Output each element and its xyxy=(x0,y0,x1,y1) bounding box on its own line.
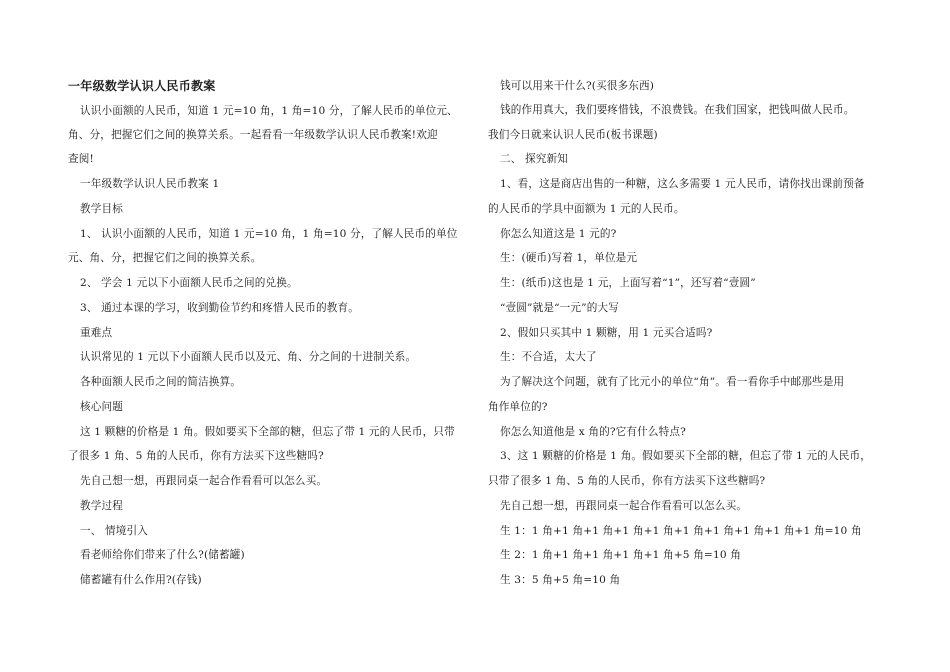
text-line: 钱可以用来干什么?(买很多东西) xyxy=(500,80,655,92)
text-line: 生：不合适，太大了 xyxy=(500,351,597,363)
text-line: 的人民币的学具中面额为 1 元的人民币。 xyxy=(488,203,685,215)
section-heading: 核心问题 xyxy=(80,401,123,413)
text-line: 1、看，这是商店出售的一种糖，这么多需要 1 元人民币，请你找出课前预备 xyxy=(500,178,865,190)
text-line: 3、这 1 颗糖的价格是 1 角。假如要买下全部的糖，但忘了带 1 元的人民币， xyxy=(500,450,871,462)
list-item: 2、 学会 1 元以下小面额人民币之间的兑换。 xyxy=(80,277,298,289)
text-line: 为了解决这个问题，就有了比元小的单位“角”。看一看你手中邮那些是用 xyxy=(500,376,845,388)
text-line: 各种面额人民币之间的简洁换算。 xyxy=(80,376,242,388)
text-line: 这 1 颗糖的价格是 1 角。假如要买下全部的糖，但忘了带 1 元的人民币，只带 xyxy=(80,426,455,438)
section-heading: 重难点 xyxy=(80,327,113,339)
text-line: 查阅! xyxy=(68,153,94,165)
text-line: 认识常见的 1 元以下小面额人民币以及元、角、分之间的十进制关系。 xyxy=(80,351,417,363)
text-line: 生 1：1 角+1 角+1 角+1 角+1 角+1 角+1 角+1 角+1 角+1 角=10 角 xyxy=(500,525,862,537)
text-line: 你怎么知道他是 x 角的?它有什么特点? xyxy=(500,426,686,438)
text-line: 我们今日就来认识人民币(板书课题) xyxy=(488,129,658,141)
text-line: 2、假如只买其中 1 颗糖，用 1 元买合适吗? xyxy=(500,327,713,339)
section-heading: 教学目标 xyxy=(80,203,123,215)
text-line: 生：(硬币)写着 1，单位是元 xyxy=(500,252,638,264)
list-item-continuation: 元、角、分，把握它们之间的换算关系。 xyxy=(68,252,262,264)
text-line: 钱的作用真大，我们要疼惜钱，不浪费钱。在我们国家，把钱叫做人民币。 xyxy=(500,104,855,116)
section-heading: 一、 情境引入 xyxy=(80,525,148,537)
text-line: 只带了很多 1 角、5 角的人民币，你有方法买下这些糖吗? xyxy=(488,475,766,487)
section-heading: 教学过程 xyxy=(80,500,123,512)
text-line: 先自己想一想，再跟同桌一起合作看看可以怎么买。 xyxy=(80,475,328,487)
text-line: 了很多 1 角、5 角的人民币，你有方法买下这些糖吗? xyxy=(68,450,324,462)
text-line: 角作单位的? xyxy=(488,401,548,413)
section-heading: 二、 探究新知 xyxy=(500,153,568,165)
list-item: 1、 认识小面额的人民币，知道 1 元=10 角，1 角=10 分，了解人民币的单位 xyxy=(80,228,458,240)
list-item: 3、 通过本课的学习，收到勤俭节约和疼惜人民币的教育。 xyxy=(80,302,359,314)
document-title: 一年级数学认识人民币教案 xyxy=(68,79,216,93)
text-line: 看老师给你们带来了什么?(储蓄罐) xyxy=(80,549,245,561)
text-line: 生 3：5 角+5 角=10 角 xyxy=(500,574,621,586)
text-line: 生 2：1 角+1 角+1 角+1 角+1 角+5 角=10 角 xyxy=(500,549,742,561)
text-line: 角、分，把握它们之间的换算关系。一起看看一年级数学认识人民币教案!欢迎 xyxy=(68,129,438,141)
text-line: 储蓄罐有什么作用?(存钱) xyxy=(80,574,202,586)
text-line: 先自己想一想，再跟同桌一起合作看看可以怎么买。 xyxy=(500,500,748,512)
text-line: 认识小面额的人民币，知道 1 元=10 角，1 角=10 分，了解人民币的单位元、 xyxy=(80,105,458,117)
text-line: 生：(纸币)这也是 1 元，上面写着“1”，还写着“壹圆” xyxy=(500,277,756,289)
text-line: “壹圆”就是“一元”的大写 xyxy=(500,302,619,314)
text-line: 你怎么知道这是 1 元的? xyxy=(500,228,617,240)
section-heading: 一年级数学认识人民币教案 1 xyxy=(80,178,220,190)
